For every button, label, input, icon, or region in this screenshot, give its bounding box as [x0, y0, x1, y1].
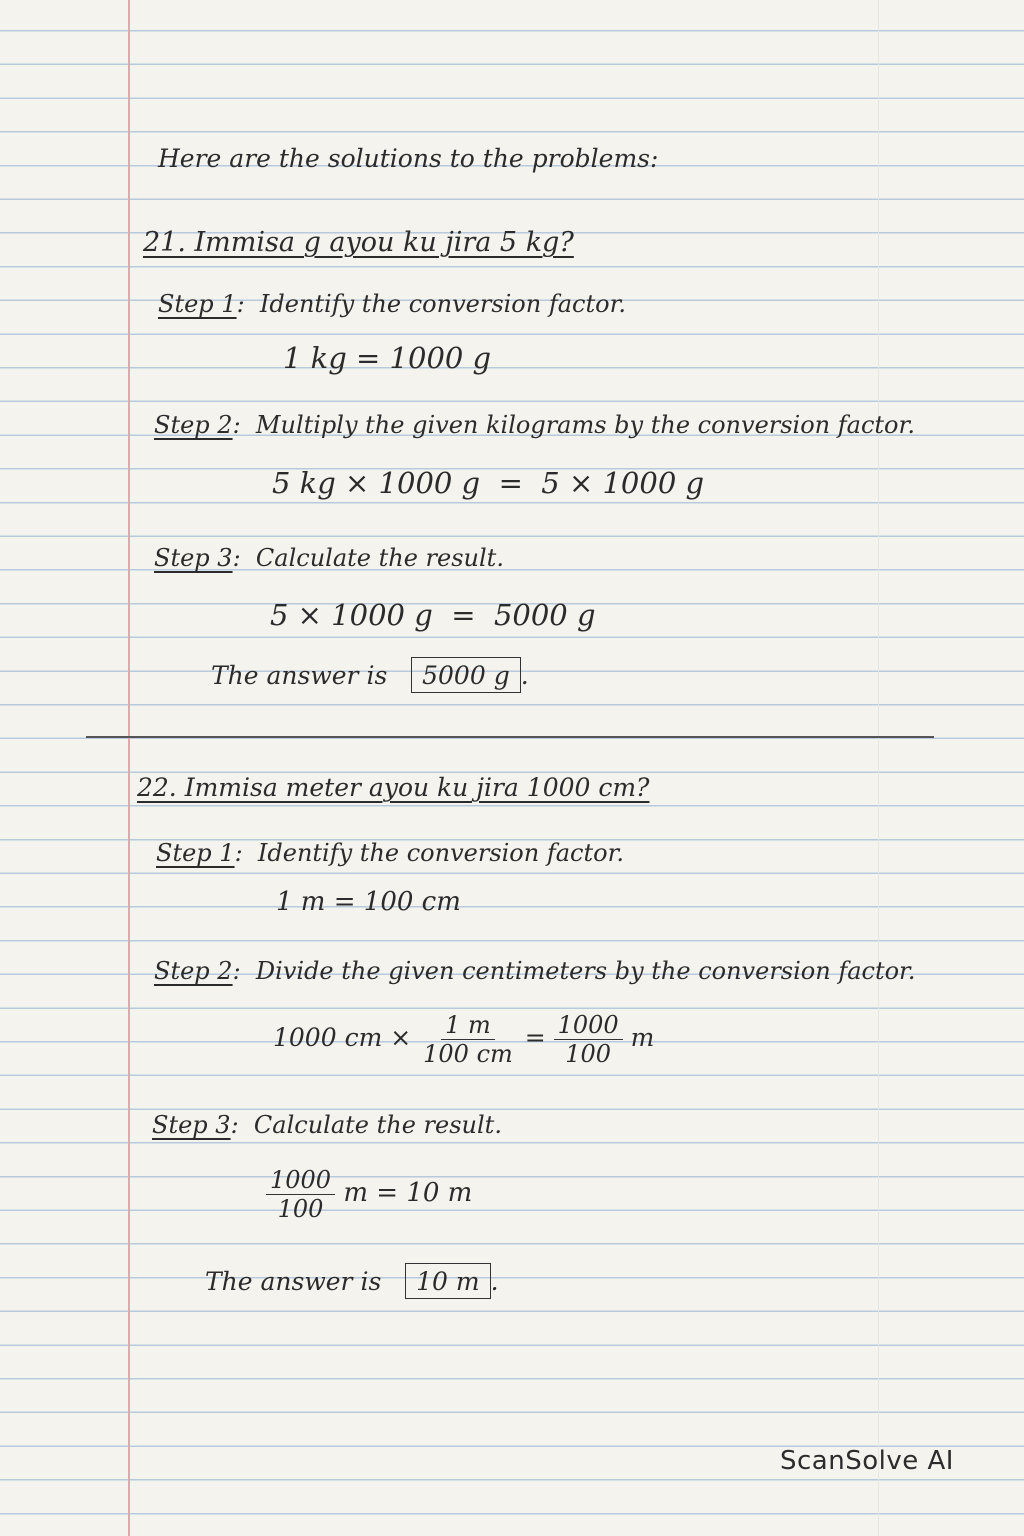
brand-watermark: ScanSolve AI — [780, 1446, 954, 1476]
step-1-text: Identify the conversion factor. — [257, 839, 625, 867]
answer-period: . — [490, 1267, 499, 1296]
problem-22-step-2: Step 2: Divide the given centimeters by the conversion factor. — [154, 957, 916, 985]
answer-box: 5000 g — [411, 657, 521, 693]
step-2-text: Multiply the given kilograms by the conversion factor. — [255, 411, 915, 439]
step-3-text: Calculate the result. — [253, 1111, 502, 1139]
notebook-margin-line — [128, 0, 130, 1536]
problem-21-title: 21. Immisa g ayou ku jira 5 kg? — [143, 227, 574, 258]
answer-prefix: The answer is — [211, 661, 388, 690]
problem-22-title: 22. Immisa meter ayou ku jira 1000 cm? — [137, 773, 650, 802]
problem-22-answer-line — [205, 1262, 499, 1302]
step-3-label: Step 3 — [154, 544, 233, 572]
eq-equals: = — [524, 1023, 546, 1052]
step-2-text: Divide the given centimeters by the conversion factor. — [255, 957, 916, 985]
problem-21-step-3: Step 3: Calculate the result. — [154, 544, 504, 572]
problem-22-step-2-equation — [273, 1008, 654, 1068]
fraction-1m-over-100cm — [419, 1011, 517, 1068]
eq-left: 1000 cm × — [273, 1023, 412, 1052]
problem-22-step-3: Step 3: Calculate the result. — [152, 1111, 502, 1139]
eq-unit: m — [630, 1023, 655, 1052]
step-1-label: Step 1 — [156, 839, 235, 867]
fraction-numerator: 1 m — [441, 1011, 495, 1040]
problem-21-step-2-equation: 5 kg × 1000 g = 5 × 1000 g — [272, 466, 705, 500]
section-divider — [86, 736, 934, 738]
fraction-denominator: 100 cm — [423, 1040, 513, 1068]
fraction-1000-over-100 — [266, 1166, 335, 1223]
problem-22-step-1: Step 1: Identify the conversion factor. — [156, 839, 625, 867]
step-1-text: Identify the conversion factor. — [259, 290, 627, 318]
problem-21-step-1: Step 1: Identify the conversion factor. — [158, 290, 627, 318]
intro-text: Here are the solutions to the problems: — [158, 144, 659, 173]
fraction-1000-over-100 — [554, 1011, 623, 1068]
eq-right: m = 10 m — [343, 1178, 473, 1208]
problem-21-step-3-equation: 5 × 1000 g = 5000 g — [270, 598, 596, 632]
step-1-label: Step 1 — [158, 290, 237, 318]
problem-21-step-2: Step 2: Multiply the given kilograms by the conversion factor. — [154, 411, 915, 439]
problem-21-answer-line — [211, 656, 529, 696]
problem-21-step-1-equation: 1 kg = 1000 g — [283, 341, 492, 375]
step-2-label: Step 2 — [154, 411, 233, 439]
answer-period: . — [520, 661, 529, 690]
answer-prefix: The answer is — [205, 1267, 382, 1296]
step-3-text: Calculate the result. — [255, 544, 504, 572]
fraction-denominator: 100 — [277, 1194, 324, 1223]
answer-box: 10 m — [405, 1263, 490, 1299]
problem-22-step-3-equation — [266, 1163, 472, 1223]
problem-22-step-1-equation: 1 m = 100 cm — [276, 887, 461, 917]
page-edge-line — [878, 0, 879, 1536]
fraction-numerator: 1000 — [266, 1166, 335, 1195]
fraction-denominator: 100 — [565, 1040, 612, 1068]
step-2-label: Step 2 — [154, 957, 233, 985]
step-3-label: Step 3 — [152, 1111, 231, 1139]
fraction-numerator: 1000 — [554, 1011, 623, 1040]
